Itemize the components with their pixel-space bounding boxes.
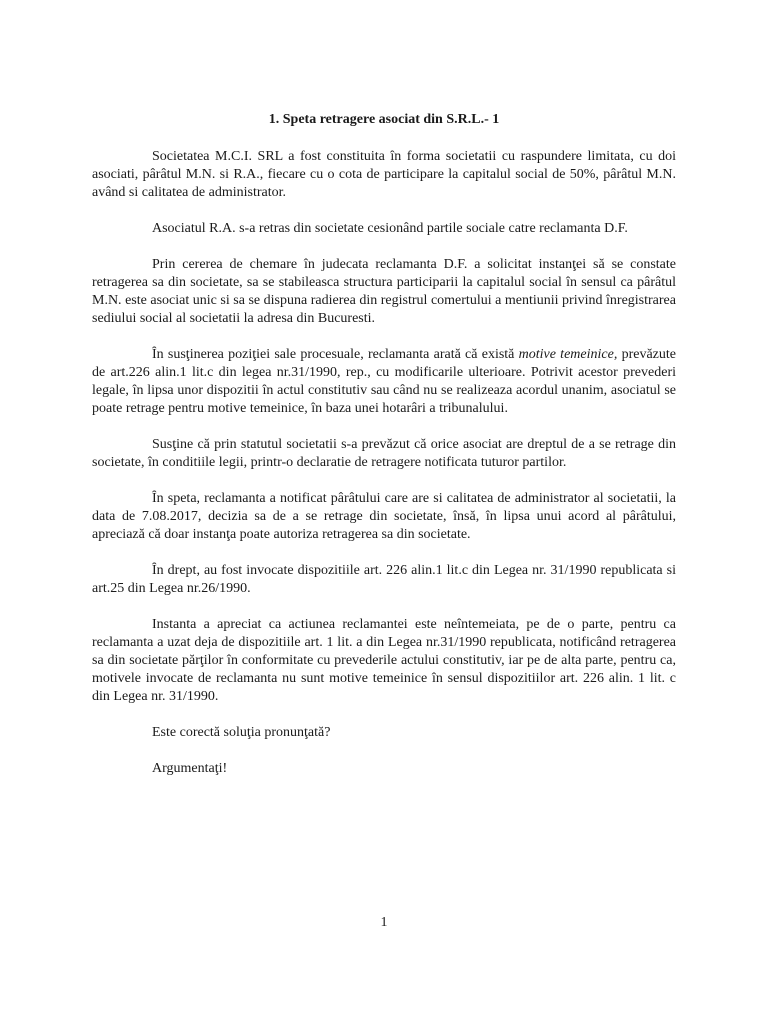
- instruction: Argumentaţi!: [152, 761, 228, 776]
- emphasis-motive-temeinice: motive temeinice,: [518, 347, 618, 362]
- paragraph-6: Ȋn speta, reclamanta a notificat pârâtului care are si calitatea de administrator al societatii, la data de 7.08.2017, decizia sa de a se retrage din societate, însă, în lipsa unui acord al pârâtului, apreciază că doar instanţa poate autoriza retragerea sa din societate.: [92, 491, 676, 542]
- question: Este corectă soluţia pronunţată?: [152, 725, 331, 740]
- paragraph-4: Ȋn susţinerea poziţiei sale procesuale, reclamanta arată că există motive temeinice, prevăzute de art.226 alin.1 lit.c din legea nr.31/1990, rep., cu modificarile ulterioare. Potrivit acestor prevederi legale, în lipsa unor dispozitii în actul constitutiv sau când nu se realizeaza acordul unanim, asociatul se poate retrage pentru motive temeinice, în baza unei hotarâri a tribunalului.: [92, 347, 676, 416]
- document-title: 1. Speta retragere asociat din S.R.L.- 1: [268, 112, 500, 127]
- paragraph-8: Instanta a apreciat ca actiunea reclamantei este neîntemeiata, pe de o parte, pentru ca reclamanta a uzat deja de dispozitiile art. 1 lit. a din Legea nr.31/1990 republicata, notificând retragerea sa din societate părţilor în conformitate cu prevederile actului constitutiv, iar pe de alta parte, pentru ca, motivele invocate de reclamanta nu sunt motive temeinice în sensul dispozitiilor art. 226 alin. 1 lit. c din Legea nr. 31/1990.: [92, 617, 676, 704]
- paragraph-7: Ȋn drept, au fost invocate dispozitiile art. 226 alin.1 lit.c din Legea nr. 31/1990 republicata si art.25 din Legea nr.26/1990.: [92, 563, 676, 596]
- paragraph-3: Prin cererea de chemare în judecata reclamanta D.F. a solicitat instanţei să se constate retragerea sa din societate, sa se stabileasca structura participarii la capitalul social în sensul ca pârâtul M.N. este asociat unic si sa se dispuna radierea din registrul comertului a mentiunii privind înregistrarea sediului social al societatii la adresa din Bucuresti.: [92, 257, 676, 326]
- paragraph-1: Societatea M.C.I. SRL a fost constituita în forma societatii cu raspundere limitata, cu doi asociati, pârâtul M.N. si R.A., fiecare cu o cota de participare la capitalul social de 50%, pârâtul M.N. având si calitatea de administrator.: [92, 149, 676, 200]
- paragraph-2: Asociatul R.A. s-a retras din societate cesionând partile sociale catre reclamanta D.F.: [152, 221, 628, 236]
- document-body: [92, 148, 676, 796]
- page-number: 1: [380, 915, 388, 930]
- paragraph-5: Susţine că prin statutul societatii s-a prevăzut că orice asociat are dreptul de a se retrage din societate, în conditiile legii, printr-o declaratie de retragere notificata tuturor partilor.: [92, 437, 676, 470]
